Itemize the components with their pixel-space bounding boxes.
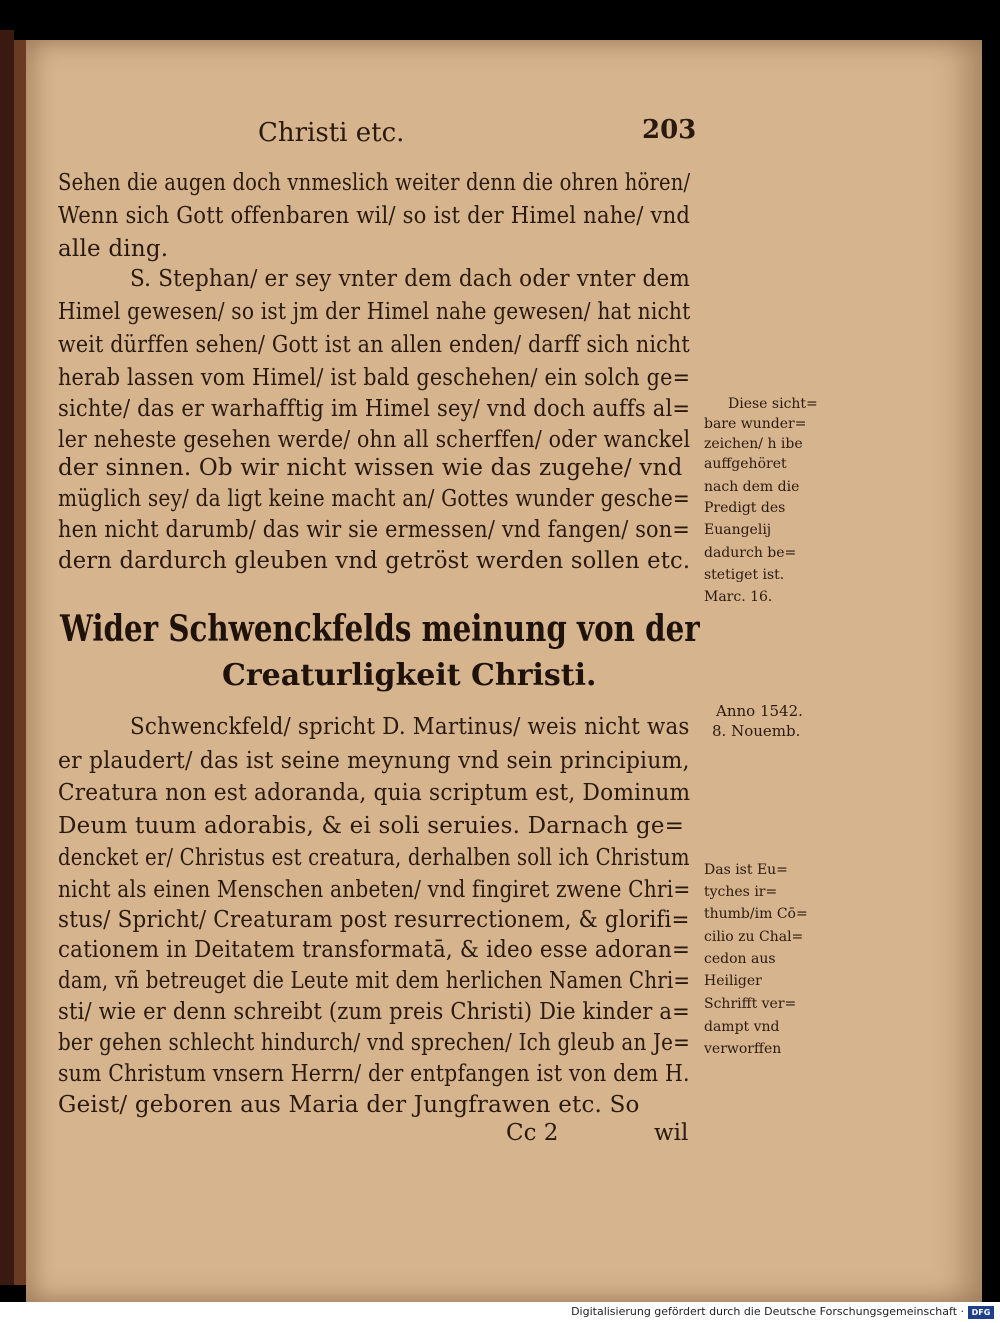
dfg-logo-icon[interactable]: DFG bbox=[968, 1306, 994, 1319]
text-line: Himel gewesen/ so ist jm der Himel nahe gewesen/ hat nicht bbox=[58, 299, 691, 325]
text-line: sichte/ das er warhafftig im Himel sey/ vnd doch auffs al= bbox=[58, 396, 691, 422]
margin-note-line: Das ist Eu= bbox=[704, 862, 788, 878]
margin-note-line: nach dem die bbox=[704, 479, 800, 495]
margin-note-line: cedon aus bbox=[704, 951, 776, 967]
text-line: sti/ wie er denn schreibt (zum preis Christi) Die kinder a= bbox=[58, 999, 690, 1025]
text-line: Sehen die augen doch vnmeslich weiter denn die ohren hören/ bbox=[58, 170, 691, 196]
footer-bar bbox=[0, 1302, 1000, 1323]
margin-note-line: bare wunder= bbox=[704, 416, 807, 432]
section-heading: Wider Schwenckfelds meinung von der bbox=[60, 608, 700, 650]
text-line: ber gehen schlecht hindurch/ vnd sprechen/ Ich gleub an Je= bbox=[58, 1030, 691, 1056]
text-line: sum Christum vnsern Herrn/ der entpfangen ist von dem H. bbox=[58, 1061, 690, 1087]
section-heading-line2: Creaturligkeit Christi. bbox=[222, 658, 597, 693]
running-head: Christi etc. bbox=[258, 118, 405, 148]
margin-note-line: Predigt des bbox=[704, 500, 786, 516]
margin-note-line: zeichen/ h ibe bbox=[704, 436, 803, 452]
text-line: S. Stephan/ er sey vnter dem dach oder vnter dem bbox=[130, 266, 690, 292]
margin-note-line: Heiliger bbox=[704, 973, 762, 989]
margin-note-line: Diese sicht= bbox=[728, 396, 818, 412]
text-line: herab lassen vom Himel/ ist bald geschehen/ ein solch ge= bbox=[58, 365, 691, 391]
footer-credit: Digitalisierung gefördert durch die Deutsche Forschungsgemeinschaft · bbox=[571, 1305, 964, 1318]
text-line: nicht als einen Menschen anbeten/ vnd fingiret zwene Chri= bbox=[58, 877, 691, 903]
text-line: er plaudert/ das ist seine meynung vnd sein principium, bbox=[58, 748, 690, 774]
text-line: der sinnen. Ob wir nicht wissen wie das zugehe/ vnd bbox=[58, 455, 683, 481]
text-line: Creatura non est adoranda, quia scriptum est, Dominum bbox=[58, 780, 691, 806]
page-number: 203 bbox=[642, 115, 697, 145]
book-edge bbox=[14, 40, 26, 1285]
margin-date-year: Anno 1542. bbox=[716, 702, 803, 720]
catchword: wil bbox=[654, 1120, 689, 1146]
margin-note-line: Marc. 16. bbox=[704, 589, 773, 605]
text-line: alle ding. bbox=[58, 236, 169, 262]
signature-mark: Cc 2 bbox=[506, 1120, 559, 1146]
text-line: cationem in Deitatem transformatā, & ideo esse adoran= bbox=[58, 937, 691, 963]
text-line: weit dürffen sehen/ Gott ist an allen enden/ darff sich nicht bbox=[58, 332, 690, 358]
book-spine bbox=[0, 30, 14, 1285]
text-line: hen nicht darumb/ das wir sie ermessen/ vnd fangen/ son= bbox=[58, 517, 690, 543]
margin-note-line: thumb/im Cō= bbox=[704, 906, 808, 922]
text-line: ler neheste gesehen werde/ ohn all scherffen/ oder wanckel bbox=[58, 427, 691, 453]
text-line: Deum tuum adorabis, & ei soli seruies. Darnach ge= bbox=[58, 813, 685, 839]
text-line: müglich sey/ da ligt keine macht an/ Gottes wunder gesche= bbox=[58, 486, 690, 512]
margin-note-line: Euangelij bbox=[704, 522, 772, 538]
margin-note-line: cilio zu Chal= bbox=[704, 929, 804, 945]
margin-note-line: dampt vnd bbox=[704, 1019, 780, 1035]
text-line: Wenn sich Gott offenbaren wil/ so ist der Himel nahe/ vnd bbox=[58, 203, 691, 229]
margin-note-line: tyches ir= bbox=[704, 884, 778, 900]
margin-note-line: dadurch be= bbox=[704, 545, 797, 561]
text-line: dam, vñ betreuget die Leute mit dem herlichen Namen Chri= bbox=[58, 968, 691, 994]
text-line: dern dardurch gleuben vnd getröst werden sollen etc. bbox=[58, 548, 691, 574]
text-line: Schwenckfeld/ spricht D. Martinus/ weis nicht was bbox=[130, 714, 690, 740]
text-line: stus/ Spricht/ Creaturam post resurrectionem, & glorifi= bbox=[58, 907, 690, 933]
margin-date-day: 8. Nouemb. bbox=[712, 722, 801, 740]
margin-note-line: stetiget ist. bbox=[704, 567, 785, 583]
text-line: dencket er/ Christus est creatura, derhalben soll ich Christum bbox=[58, 845, 690, 871]
margin-note-line: verworffen bbox=[704, 1041, 782, 1057]
margin-note-line: auffgehöret bbox=[704, 456, 787, 472]
margin-note-line: Schrifft ver= bbox=[704, 996, 797, 1012]
text-line: Geist/ geboren aus Maria der Jungfrawen etc. So bbox=[58, 1092, 640, 1118]
